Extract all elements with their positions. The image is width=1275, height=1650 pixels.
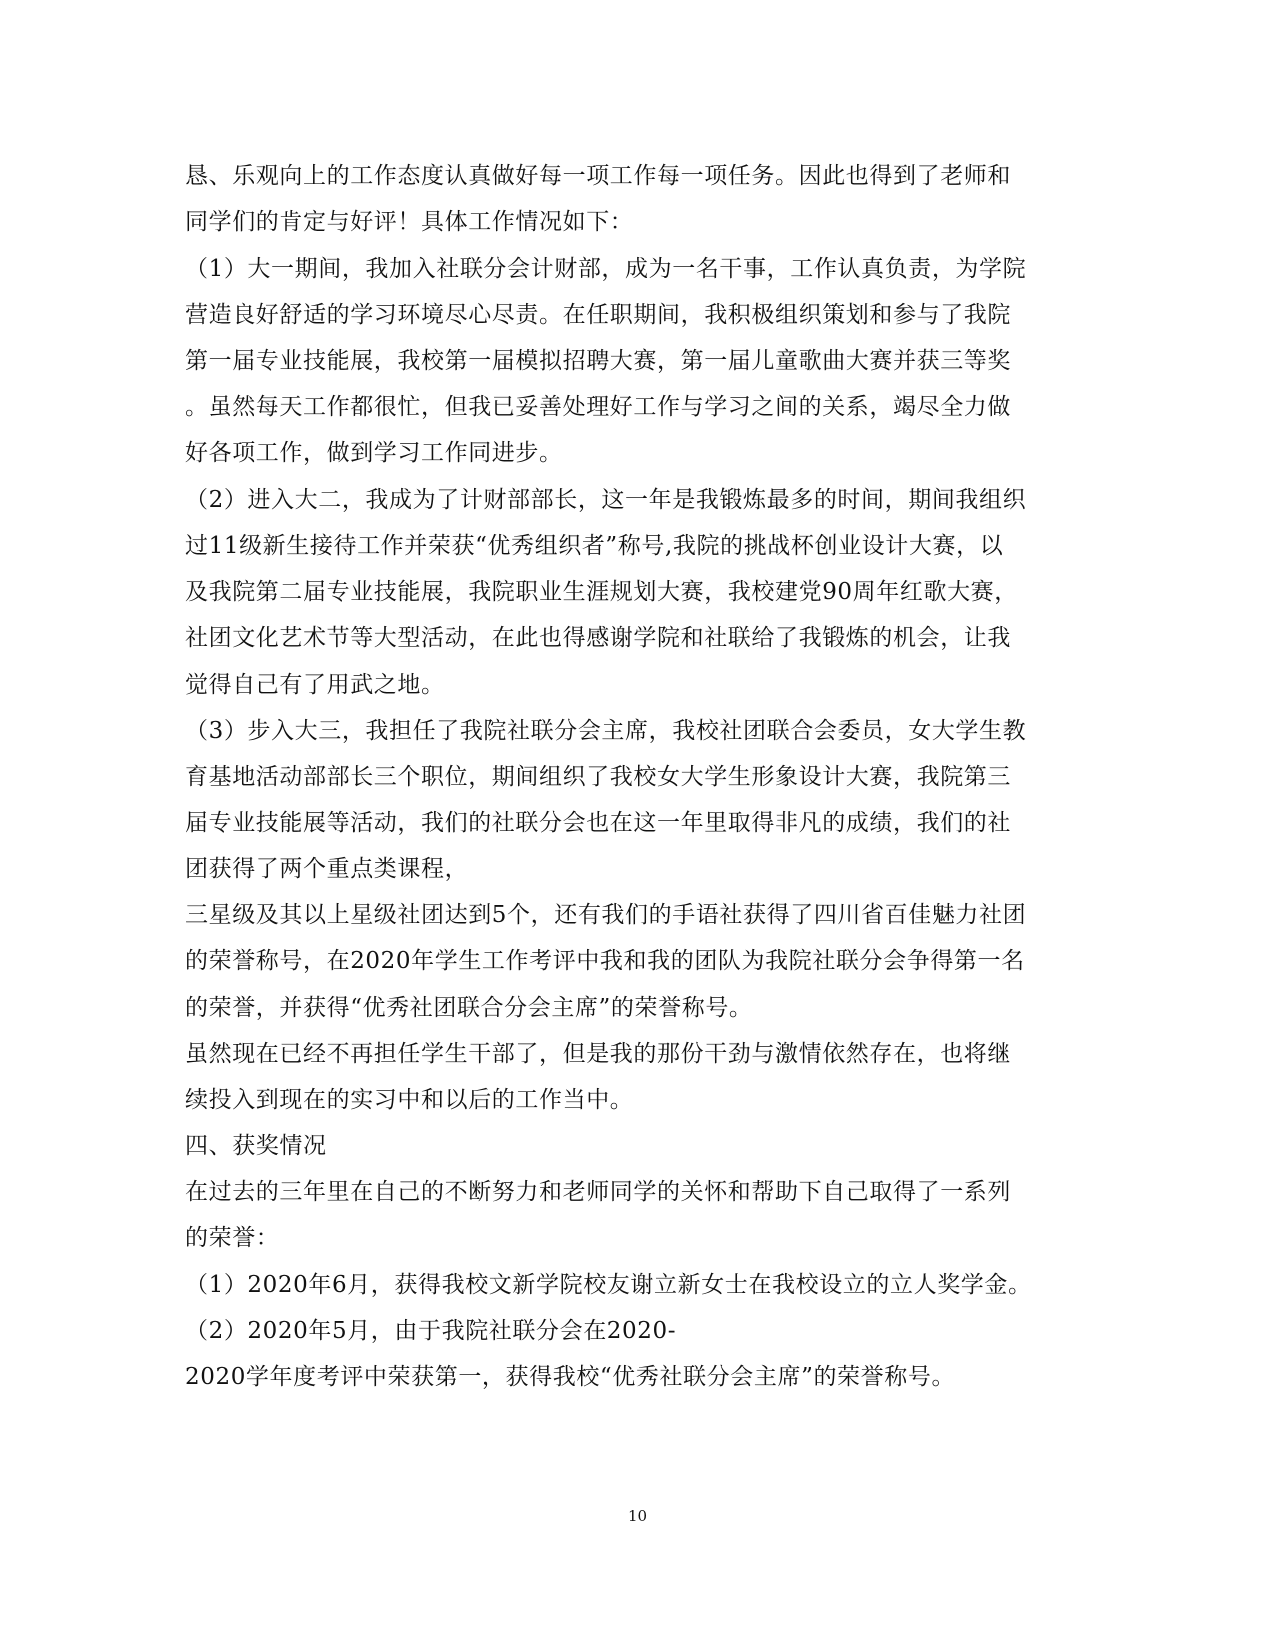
body-text-line: 过11级新生接待工作并荣获“优秀组织者”称号,我院的挑战杯创业设计大赛，以 [185,533,1004,559]
body-text-line: （2）2020年5月，由于我院社联分会在2020- [185,1318,677,1344]
body-text-line: （1）2020年6月，获得我校文新学院校友谢立新女士在我校设立的立人奖学金。 [185,1272,1032,1298]
body-text-line: 及我院第二届专业技能展，我院职业生涯规划大赛，我校建党90周年红歌大赛， [185,579,1018,605]
body-text-line: （1）大一期间，我加入社联分会计财部，成为一名干事，工作认真负责，为学院 [185,256,1027,282]
body-text-line: 好各项工作，做到学习工作同进步。 [185,440,563,466]
page-number: 10 [627,1507,648,1525]
body-text-line: 营造良好舒适的学习环境尽心尽责。在任职期间，我积极组织策划和参与了我院 [185,302,1011,328]
body-text-line: 三星级及其以上星级社团达到5个，还有我们的手语社获得了四川省百佳魅力社团 [185,902,1027,928]
body-text-line: 团获得了两个重点类课程， [185,856,469,882]
body-text-line: 2020学年度考评中荣获第一，获得我校“优秀社联分会主席”的荣誉称号。 [185,1364,956,1390]
body-text-line: （2）进入大二，我成为了计财部部长，这一年是我锻炼最多的时间，期间我组织 [185,487,1027,513]
section-heading: 四、获奖情况 [185,1133,327,1159]
body-text-line: 虽然现在已经不再担任学生干部了，但是我的那份干劲与激情依然存在，也将继 [185,1041,1011,1067]
body-text-line: 育基地活动部部长三个职位，期间组织了我校女大学生形象设计大赛，我院第三 [185,764,1011,790]
body-text-line: （3）步入大三，我担任了我院社联分会主席，我校社团联合会委员，女大学生教 [185,718,1027,744]
body-text-line: 同学们的肯定与好评！具体工作情况如下： [185,209,634,235]
body-text-line: 的荣誉称号，在2020年学生工作考评中我和我的团队为我院社联分会争得第一名 [185,948,1025,974]
body-text-line: 社团文化艺术节等大型活动，在此也得感谢学院和社联给了我锻炼的机会，让我 [185,625,1011,651]
body-text-line: 的荣誉： [185,1225,280,1251]
body-text-line: 。虽然每天工作都很忙，但我已妥善处理好工作与学习之间的关系，竭尽全力做 [185,394,1011,420]
body-text-line: 第一届专业技能展，我校第一届模拟招聘大赛，第一届儿童歌曲大赛并获三等奖 [185,348,1011,374]
body-text-line: 在过去的三年里在自己的不断努力和老师同学的关怀和帮助下自己取得了一系列 [185,1179,1011,1205]
body-text-line: 届专业技能展等活动，我们的社联分会也在这一年里取得非凡的成绩，我们的社 [185,810,1011,836]
body-text-line: 恳、乐观向上的工作态度认真做好每一项工作每一项任务。因此也得到了老师和 [185,163,1011,189]
body-text-line: 续投入到现在的实习中和以后的工作当中。 [185,1087,634,1113]
body-text-line: 觉得自己有了用武之地。 [185,672,445,698]
body-text-line: 的荣誉，并获得“优秀社团联合分会主席”的荣誉称号。 [185,995,753,1021]
